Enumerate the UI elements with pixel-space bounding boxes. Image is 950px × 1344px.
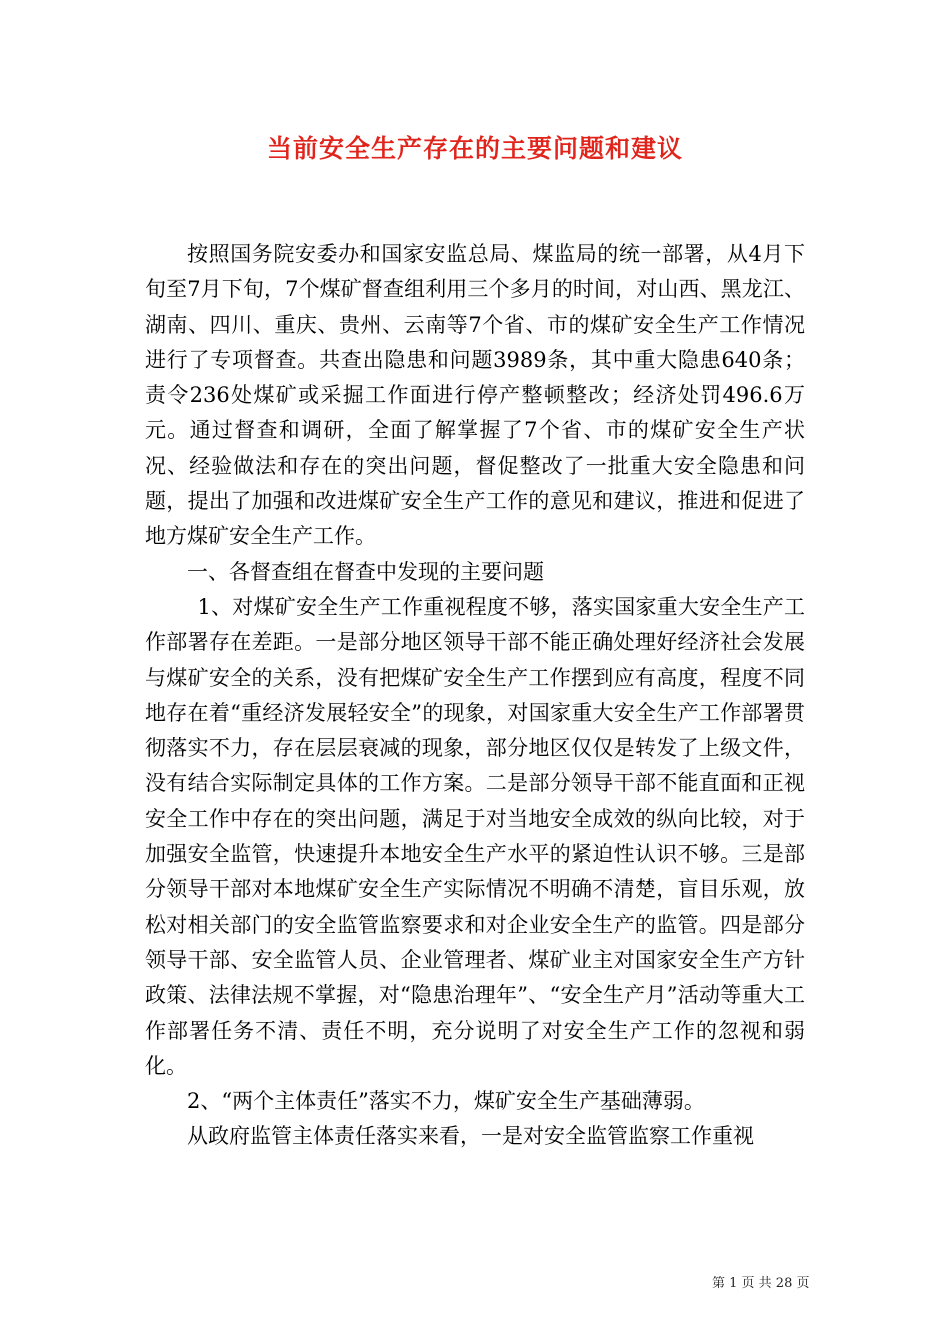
page-number-footer: 第 1 页 共 28 页 — [712, 1276, 810, 1291]
paragraph-issue-2-body: 从政府监管主体责任落实来看，一是对安全监管监察工作重视 — [187, 1124, 754, 1149]
paragraph-issue-1: 1、对煤矿安全生产工作重视程度不够，落实国家重大安全生产工作部署存在差距。一是部分地区领导干部不能正确处理好经济社会发展与煤矿安全的关系，没有把煤矿安全生产工作摆到应有高度，程度不同地存在着“重经济发展轻安全”的现象，对国家重大安全生产工作部署贯彻落实不力，存在层层衰减的现象，部分地区仅仅是转发了上级文件，没有结合实际制定具体的工作方案。二是部分领导干部不能直面和正视安全工作中存在的突出问题，满足于对当地安全成效的纵向比较，对于加强安全监管，快速提升本地安全生产水平的紧迫性认识不够。三是部分领导干部对本地煤矿安全生产实际情况不明确不清楚，盲目乐观，放松对相关部门的安全监管监察要求和对企业安全生产的监管。四是部分领导干部、安全监管人员、企业管理者、煤矿业主对国家安全生产方针政策、法律法规不掌握，对“隐患治理年”、“安全生产月”活动等重大工作部署任务不清、责任不明，充分说明了对安全生产工作的忽视和弱化。 — [145, 594, 805, 1078]
paragraph-intro: 按照国务院安委办和国家安监总局、煤监局的统一部署，从4月下旬至7月下旬，7个煤矿督查组利用三个多月的时间，对山西、黑龙江、湖南、四川、重庆、贵州、云南等7个省、市的煤矿安全生产工作情况进行了专项督查。共查出隐患和问题3989条，其中重大隐患640条；责令236处煤矿或采掘工作面进行停产整顿整改；经济处罚496.6万元。通过督查和调研，全面了解掌握了7个省、市的煤矿安全生产状况、经验做法和存在的突出问题，督促整改了一批重大安全隐患和问题，提出了加强和改进煤矿安全生产工作的意见和建议，推进和促进了地方煤矿安全生产工作。 — [145, 242, 805, 549]
document-title: 当前安全生产存在的主要问题和建议 — [266, 134, 683, 163]
section-heading: 一、各督查组在督查中发现的主要问题 — [187, 559, 544, 584]
document-body — [145, 237, 805, 1155]
paragraph-issue-2-heading: 2、“两个主体责任”落实不力，煤矿安全生产基础薄弱。 — [187, 1089, 705, 1114]
